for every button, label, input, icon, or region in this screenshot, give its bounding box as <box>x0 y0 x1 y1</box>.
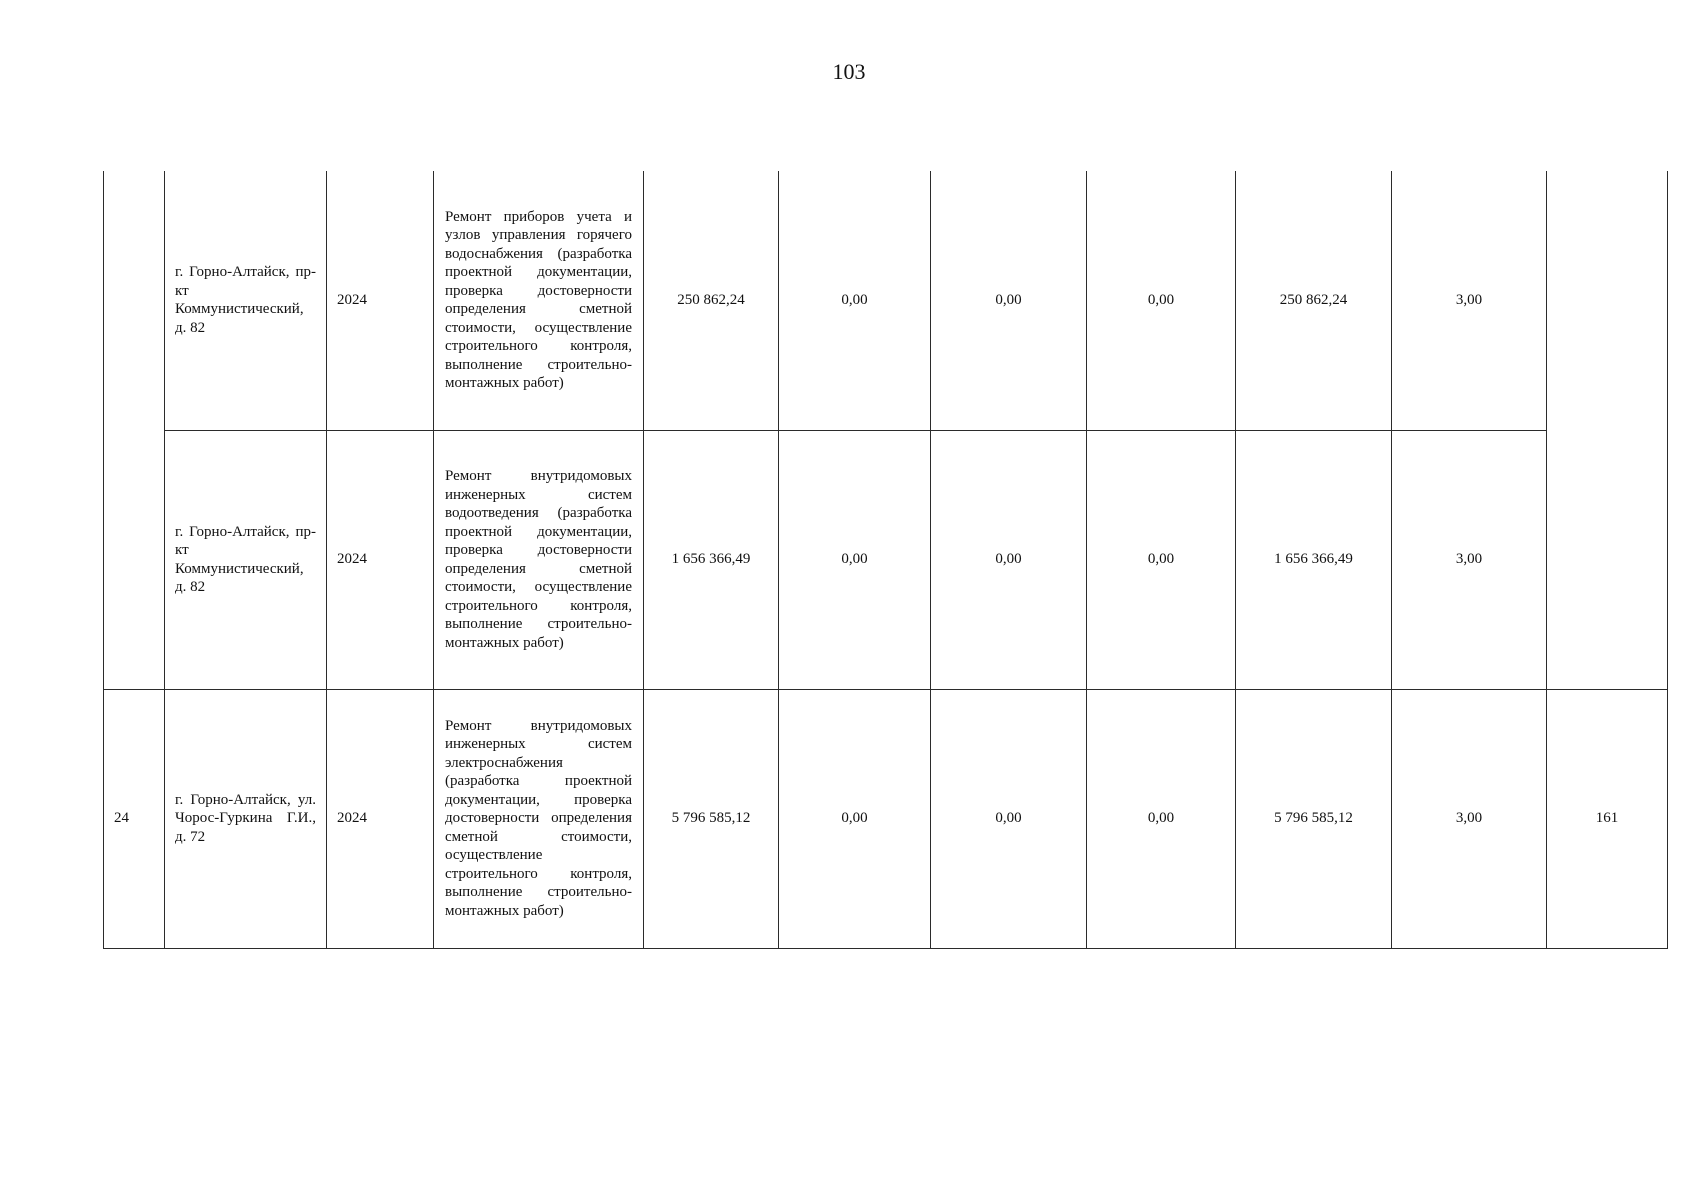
row-number-cell <box>104 171 165 689</box>
fund-amount-cell: 1 656 366,49 <box>1236 430 1392 689</box>
rate-cell: 3,00 <box>1392 689 1547 948</box>
last-column-cell <box>1547 171 1668 689</box>
work-description-cell: Ремонт внутридомовых инженерных систем водоотведения (разработка проектной документации, проверка достоверности определения сметной стоимости, осуществление строительного контроля, выполнение строительно-монтажных работ) <box>434 430 644 689</box>
table-row <box>104 430 1668 689</box>
address-cell: г. Горно-Алтайск, ул. Чорос-Гуркина Г.И., д. 72 <box>165 689 327 948</box>
value-cell: 0,00 <box>779 171 931 430</box>
total-cost-cell: 250 862,24 <box>644 171 779 430</box>
work-description-cell: Ремонт приборов учета и узлов управления горячего водоснабжения (разработка проектной документации, проверка достоверности определения сметной стоимости, осуществление строительного контроля, выполнение строительно-монтажных работ) <box>434 171 644 430</box>
rate-cell: 3,00 <box>1392 171 1547 430</box>
address-cell: г. Горно-Алтайск, пр-кт Коммунистический, д. 82 <box>165 171 327 430</box>
value-cell: 0,00 <box>931 171 1087 430</box>
value-cell: 0,00 <box>1087 689 1236 948</box>
table-row <box>104 171 1668 430</box>
last-column-cell: 161 <box>1547 689 1668 948</box>
value-cell: 0,00 <box>779 430 931 689</box>
fund-amount-cell: 5 796 585,12 <box>1236 689 1392 948</box>
year-cell: 2024 <box>327 430 434 689</box>
fund-amount-cell: 250 862,24 <box>1236 171 1392 430</box>
value-cell: 0,00 <box>931 689 1087 948</box>
address-cell: г. Горно-Алтайск, пр-кт Коммунистический, д. 82 <box>165 430 327 689</box>
work-description-cell: Ремонт внутридомовых инженерных систем электроснабжения (разработка проектной документации, проверка достоверности определения сметной стоимости, осуществление строительного контроля, выполнение строительно-монтажных работ) <box>434 689 644 948</box>
page-number: 103 <box>832 59 866 84</box>
year-cell: 2024 <box>327 689 434 948</box>
value-cell: 0,00 <box>931 430 1087 689</box>
value-cell: 0,00 <box>1087 430 1236 689</box>
program-table <box>103 171 1668 949</box>
total-cost-cell: 1 656 366,49 <box>644 430 779 689</box>
value-cell: 0,00 <box>1087 171 1236 430</box>
total-cost-cell: 5 796 585,12 <box>644 689 779 948</box>
year-cell: 2024 <box>327 171 434 430</box>
table-row <box>104 689 1668 948</box>
value-cell: 0,00 <box>779 689 931 948</box>
row-number-cell: 24 <box>104 689 165 948</box>
rate-cell: 3,00 <box>1392 430 1547 689</box>
